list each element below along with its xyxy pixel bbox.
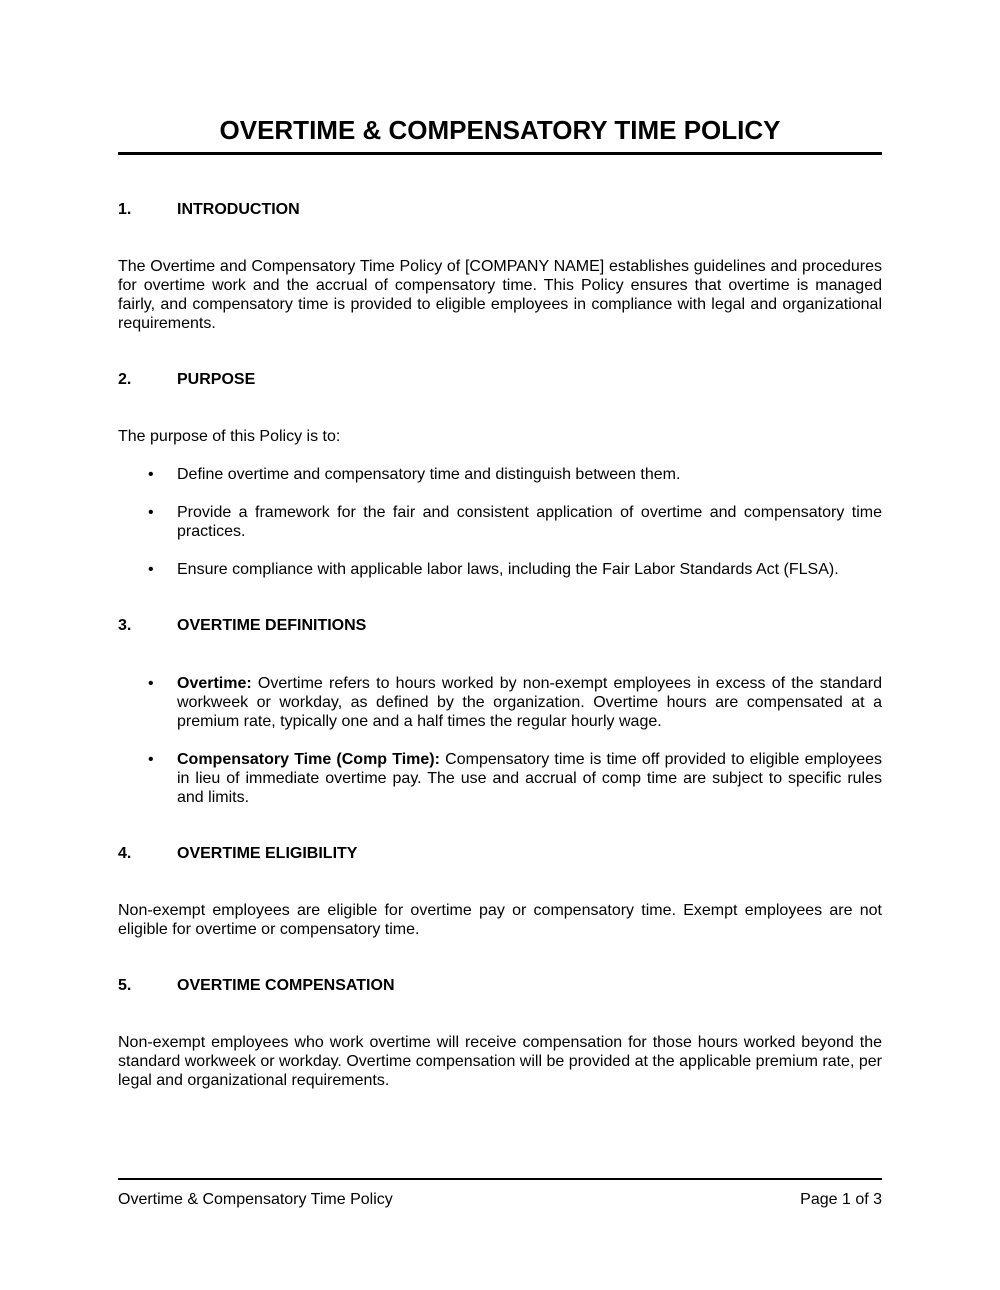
bullet-item: [118, 750, 882, 807]
document-sections: [118, 155, 882, 1090]
bullet-lead-in: Overtime:: [177, 675, 252, 692]
policy-section: [118, 200, 882, 333]
policy-section: [118, 976, 882, 1090]
page-footer: [118, 1178, 882, 1209]
bullet-body-text: Define overtime and compensatory time and distinguish between them.: [177, 466, 681, 483]
section-number: 5.: [118, 977, 132, 994]
section-heading: [118, 844, 882, 863]
section-title: PURPOSE: [177, 371, 256, 388]
document-content: [0, 115, 1000, 1090]
section-number: 4.: [118, 845, 132, 862]
bullet-item: [118, 560, 882, 579]
policy-section: [118, 616, 882, 807]
bullet-text: [177, 465, 882, 484]
bullet-icon: •: [148, 675, 154, 692]
section-title: OVERTIME ELIGIBILITY: [177, 845, 358, 862]
bullet-body-text: Provide a framework for the fair and consistent application of overtime and compensatory time practices.: [177, 504, 882, 540]
bullet-lead-in: Compensatory Time (Comp Time):: [177, 751, 440, 768]
section-number: 3.: [118, 617, 132, 634]
bullet-text: [177, 503, 882, 541]
bullet-icon: •: [148, 504, 154, 521]
section-heading: [118, 616, 882, 635]
bullet-icon: •: [148, 561, 154, 578]
paragraph: Non-exempt employees are eligible for overtime pay or compensatory time. Exempt employees are not eligible for overtime or compensatory time.: [118, 902, 882, 938]
policy-section: [118, 844, 882, 939]
bullet-text: [177, 674, 882, 731]
paragraph: The purpose of this Policy is to:: [118, 428, 341, 445]
bullet-icon: •: [148, 751, 154, 768]
section-heading: [118, 200, 882, 219]
section-number: 2.: [118, 371, 132, 388]
bullet-item: [118, 674, 882, 731]
bullet-body-text: Ensure compliance with applicable labor laws, including the Fair Labor Standards Act (FLSA).: [177, 561, 839, 578]
bullet-body-text: Overtime refers to hours worked by non-exempt employees in excess of the standard workweek or workday, as defined by the organization. Overtime hours are compensated at a premium rate, typically one and a half times the regular hourly wage.: [177, 675, 883, 730]
policy-section: [118, 370, 882, 579]
section-heading: [118, 370, 882, 389]
bullet-text: [177, 750, 882, 807]
section-title: INTRODUCTION: [177, 201, 300, 218]
bullet-text: [177, 560, 882, 579]
page-title: OVERTIME & COMPENSATORY TIME POLICY: [219, 115, 781, 145]
bullet-item: [118, 465, 882, 484]
bullet-item: [118, 503, 882, 541]
footer-page-number: Page 1 of 3: [800, 1191, 882, 1208]
bullet-icon: •: [148, 466, 154, 483]
paragraph: Non-exempt employees who work overtime will receive compensation for those hours worked beyond the standard workweek or workday. Overtime compensation will be provided at the applicable premium rate, per legal and organizational requirements.: [118, 1034, 882, 1089]
paragraph: The Overtime and Compensatory Time Policy of [COMPANY NAME] establishes guidelines and procedures for overtime work and the accrual of compensatory time. This Policy ensures that overtime is managed fairly, and compensatory time is provided to eligible employees in compliance with legal and organizational requirements.: [118, 258, 882, 332]
section-heading: [118, 976, 882, 995]
section-title: OVERTIME DEFINITIONS: [177, 617, 367, 634]
section-title: OVERTIME COMPENSATION: [177, 977, 395, 994]
footer-document-title: Overtime & Compensatory Time Policy: [118, 1191, 393, 1208]
bullet-body-text: Compensatory time is time off provided to eligible employees in lieu of immediate overtime pay. The use and accrual of comp time are subject to specific rules and limits.: [177, 751, 883, 806]
section-number: 1.: [118, 201, 132, 218]
